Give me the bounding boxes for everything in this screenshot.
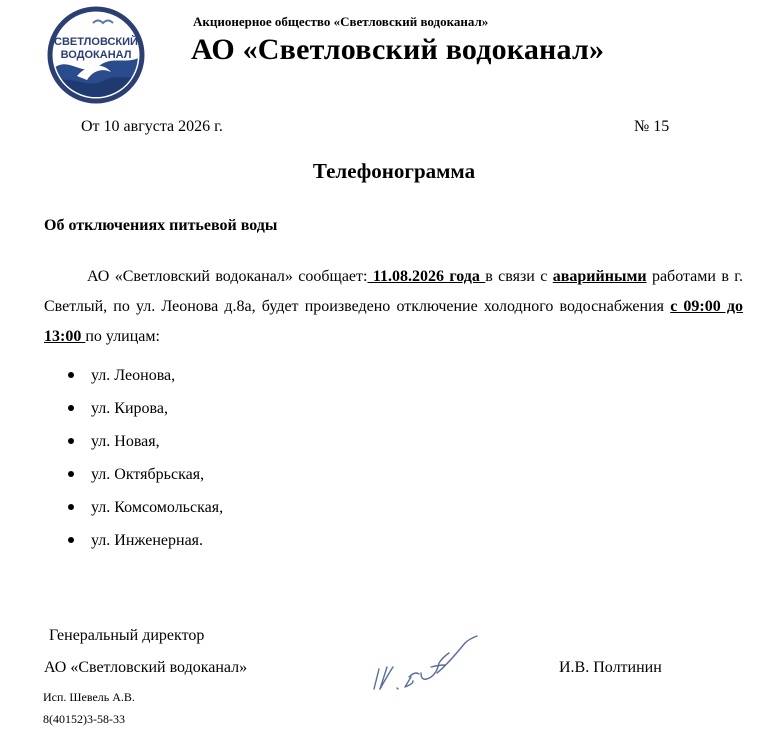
street-name: ул. Леонова,: [91, 367, 176, 384]
bullet-icon: [68, 438, 74, 444]
org-short-name: АО «Светловский водоканал»: [191, 33, 605, 66]
bullet-icon: [68, 504, 74, 510]
org-full-name: Акционерное общество «Светловский водоканал»: [193, 14, 489, 29]
document-date: От 10 августа 2026 г.: [81, 118, 223, 135]
executor-phone: 8(40152)3-58-33: [43, 712, 125, 726]
document-subject: Об отключениях питьевой воды: [44, 217, 278, 234]
handwritten-signature: [365, 631, 485, 695]
body-part2: в связи с: [485, 268, 548, 285]
bullet-icon: [68, 537, 74, 543]
notice-body: [44, 262, 743, 352]
bullet-icon: [68, 471, 74, 477]
street-name: ул. Комсомольская,: [91, 499, 224, 516]
list-item: [44, 359, 223, 392]
body-part1: АО «Светловский водоканал» сообщает:: [87, 268, 368, 285]
street-name: ул. Октябрьская,: [91, 466, 205, 483]
outage-date: 11.08.2026 года: [367, 268, 486, 285]
executor-name: Исп. Шевель А.В.: [43, 690, 135, 704]
street-name: ул. Инженерная.: [91, 532, 204, 549]
logo-text-line2: ВОДОКАНАЛ: [60, 49, 132, 61]
signatory-organization: АО «Светловский водоканал»: [44, 659, 248, 676]
body-part4: по улицам:: [85, 328, 160, 345]
list-item: [44, 491, 223, 524]
document-number: № 15: [634, 118, 670, 135]
logo-text-line1: СВЕТЛОВСКИЙ: [54, 36, 138, 48]
body-part3: работами в г. Светлый, по ул. Леонова д.8а, будет произведено отключение холодного водоснабжения: [44, 268, 744, 315]
list-item: [44, 524, 223, 557]
list-item: [44, 425, 223, 458]
list-item: [44, 458, 223, 491]
signatory-position: Генеральный директор: [49, 627, 205, 644]
bullet-icon: [68, 405, 74, 411]
street-name: ул. Кирова,: [91, 400, 168, 417]
signatory-name: И.В. Полтинин: [559, 659, 662, 676]
document-title: Телефонограмма: [312, 159, 476, 183]
bullet-icon: [68, 372, 74, 378]
outage-time: с 09:00 до 13:00: [44, 298, 744, 345]
company-logo: [47, 6, 145, 104]
emergency-word: аварийными: [552, 268, 647, 285]
street-name: ул. Новая,: [91, 433, 160, 450]
street-list: [44, 359, 223, 557]
list-item: [44, 392, 223, 425]
